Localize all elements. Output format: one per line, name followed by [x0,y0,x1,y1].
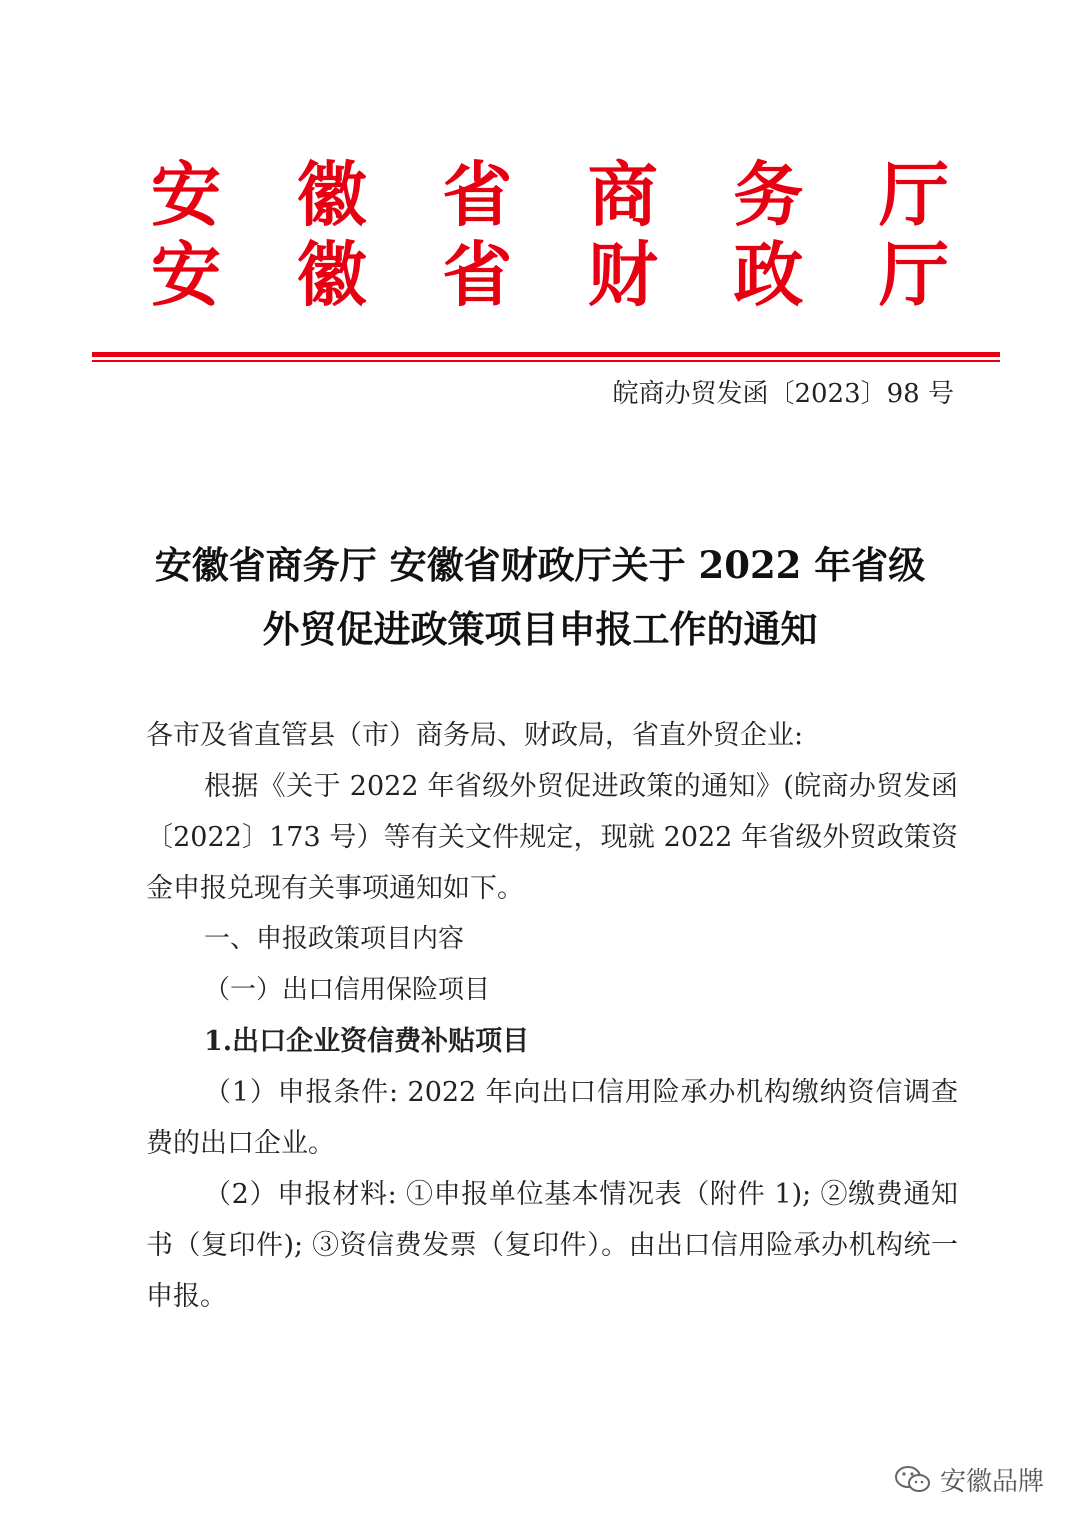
header-line-1 [150,155,950,235]
header-char: 厅 [878,153,949,236]
header-char: 政 [733,233,804,316]
section-heading: 一、申报政策项目内容 [204,924,465,954]
watermark-text: 安徽品牌 [939,1467,1044,1497]
header-char: 徽 [296,153,367,236]
materials-paragraph: （2）申报材料: ①申报单位基本情况表（附件 1); ②缴费通知书（复印件); ③资信费发票（复印件）。由出口信用险承办机构统一申报。 [146,1179,958,1312]
header-line-2 [150,235,950,315]
document-title [90,533,990,661]
header-char: 商 [587,153,658,236]
item-heading: 1.出口企业资信费补贴项目 [204,1026,530,1057]
subsection-heading: （一）出口信用保险项目 [204,975,491,1005]
header-char: 厅 [878,233,949,316]
header-char: 省 [442,233,513,316]
header-char: 省 [442,153,513,236]
intro-paragraph: 根据《关于 2022 年省级外贸促进政策的通知》(皖商办贸发函〔2022〕173 号）等有关文件规定，现就 2022 年省级外贸政策资金申报兑现有关事项通知如下。 [146,771,958,904]
red-divider-thin [92,360,1000,362]
watermark [894,1461,1044,1498]
document-body [146,710,958,1322]
title-line-2: 外贸促进政策项目申报工作的通知 [262,607,818,651]
red-divider-thick [92,352,1000,357]
title-line-1: 安徽省商务厅 安徽省财政厅关于 2022 年省级 [154,543,926,587]
header-char: 财 [587,233,658,316]
header-char: 徽 [296,233,367,316]
header-char: 安 [151,233,221,316]
conditions-paragraph: （1）申报条件: 2022 年向出口信用险承办机构缴纳资信调查费的出口企业。 [146,1077,958,1159]
header-char: 安 [151,153,221,236]
document-number: 皖商办贸发函〔2023〕98 号 [612,379,954,409]
header-char: 务 [733,153,804,236]
wechat-icon [894,1464,932,1496]
salutation: 各市及省直管县（市）商务局、财政局，省直外贸企业: [146,720,804,751]
